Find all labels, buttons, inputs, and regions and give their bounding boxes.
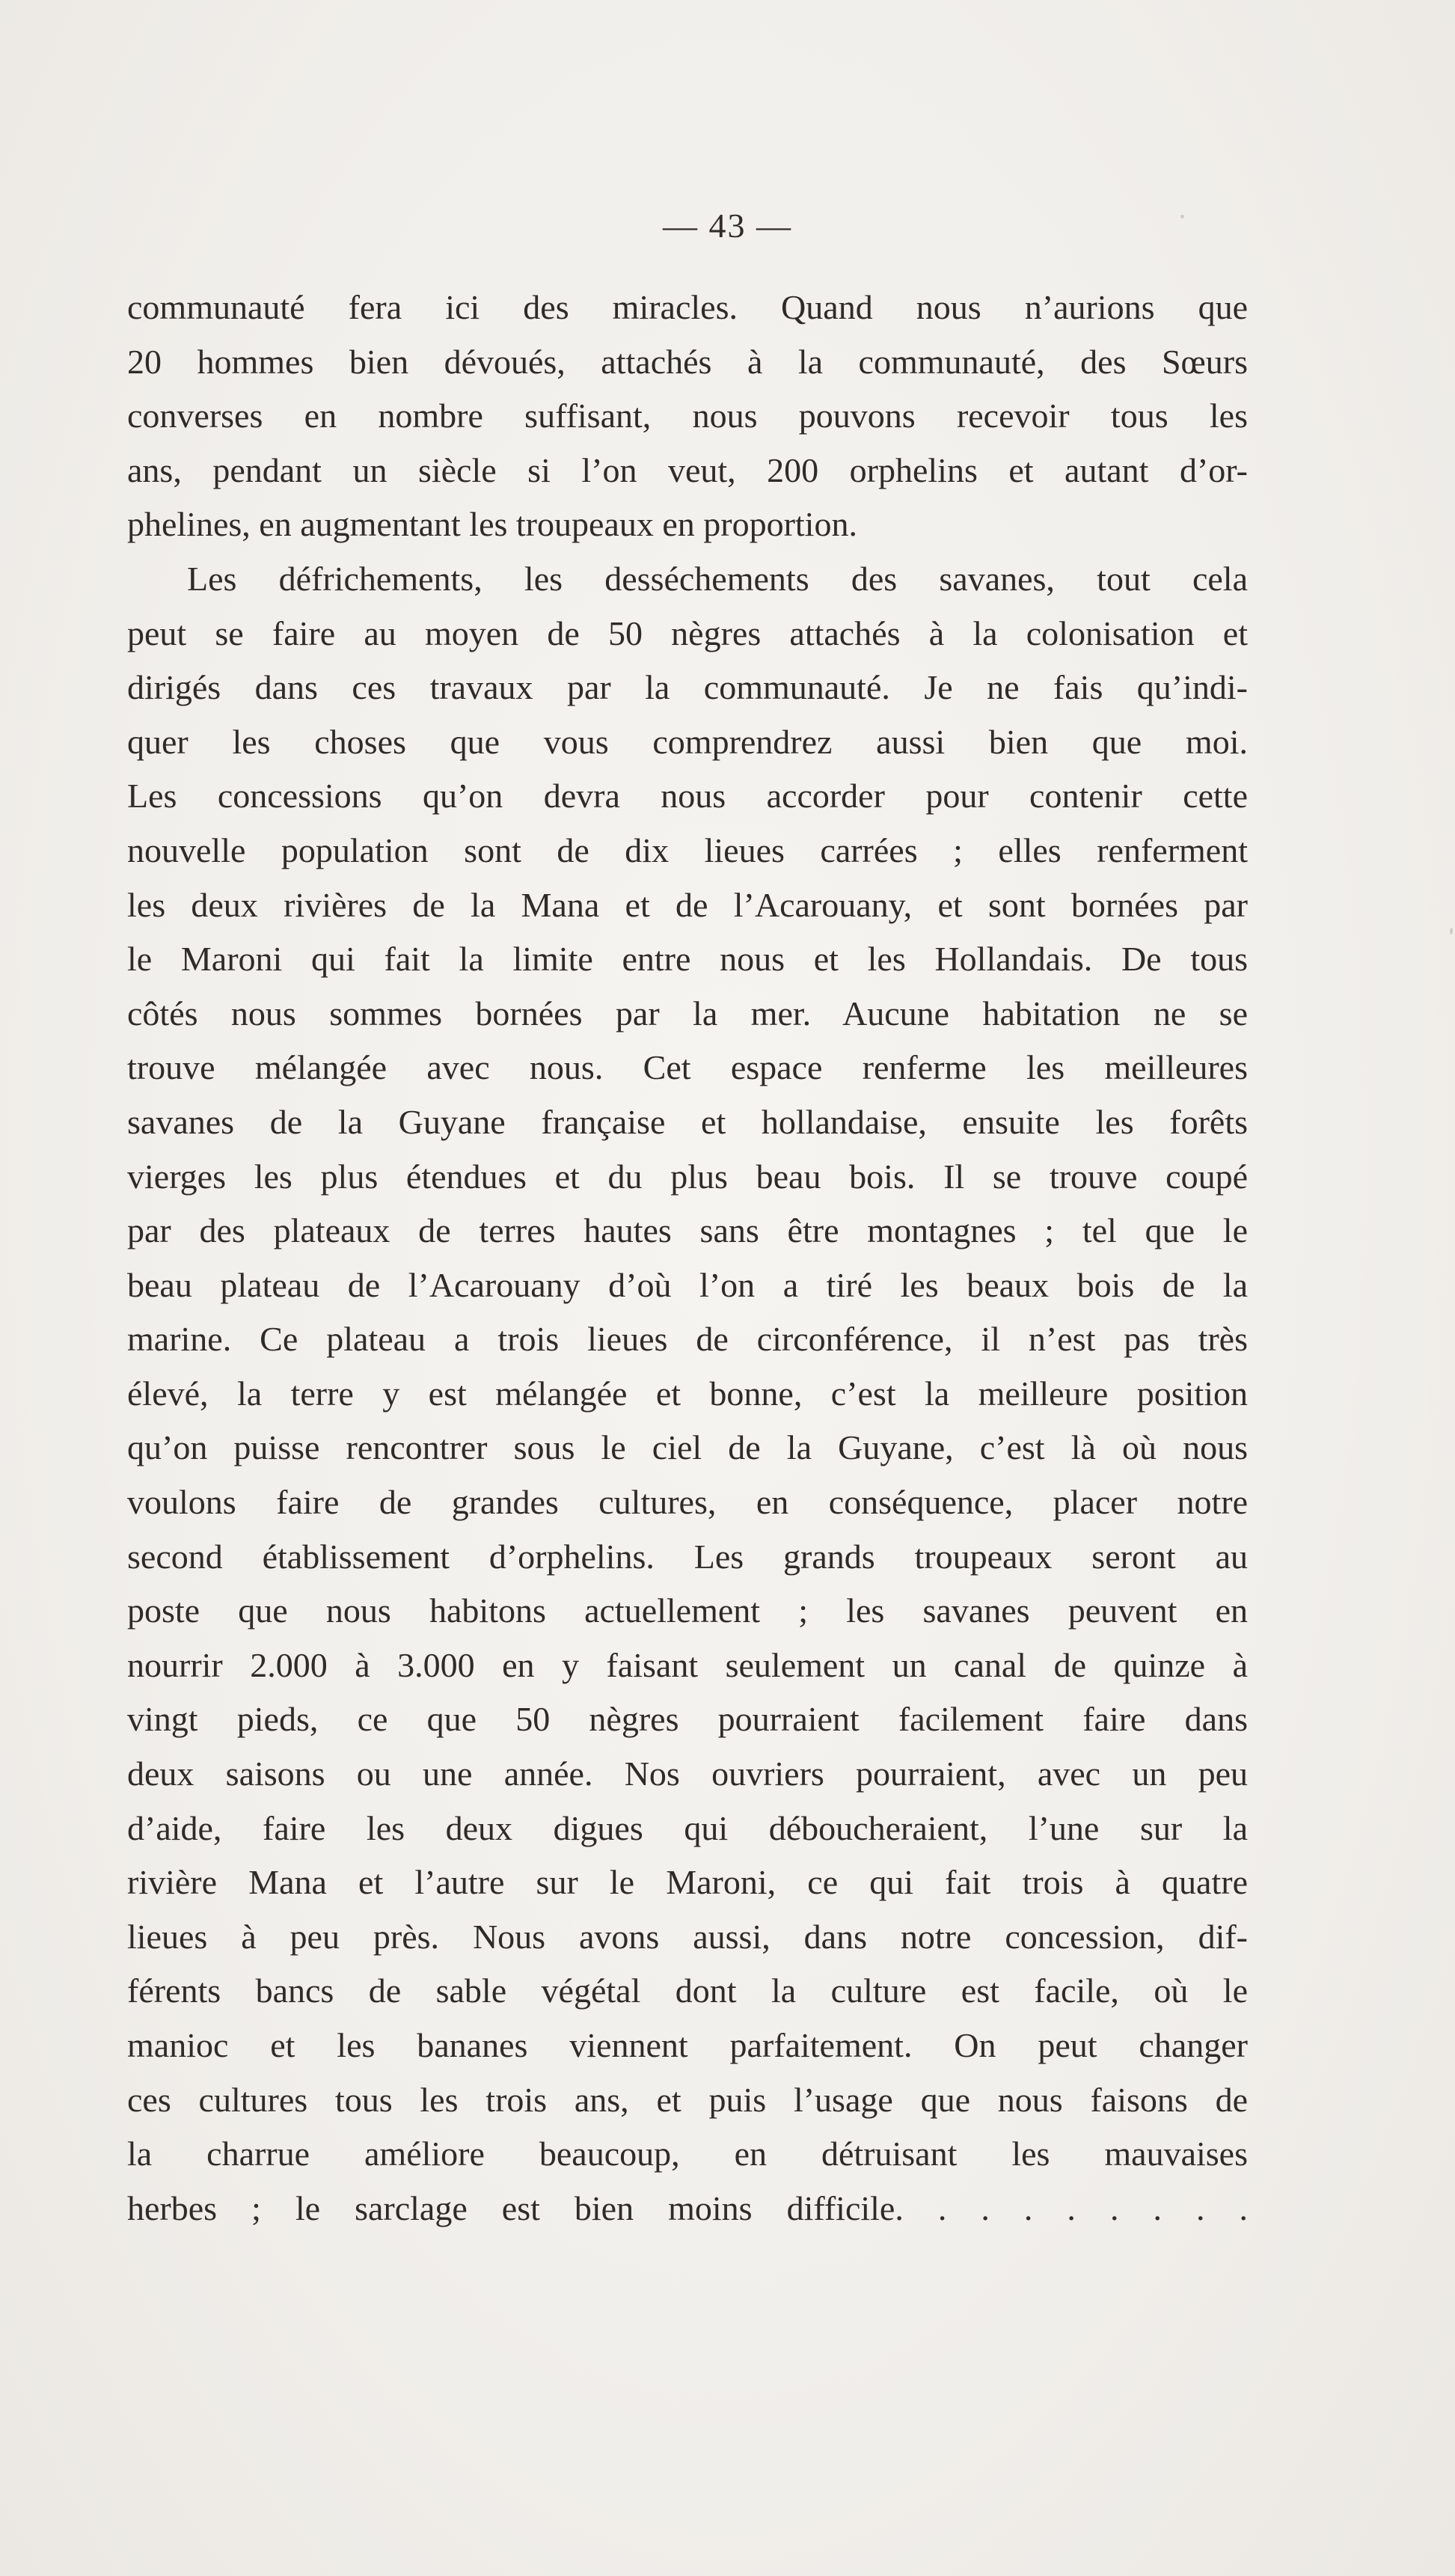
text-line: par des plateaux de terres hautes sans être montagnes ; tel que le <box>127 1211 1248 1250</box>
text-line: voulons faire de grandes cultures, en conséquence, placer notre <box>127 1483 1248 1522</box>
text-line: second établissement d’orphelins. Les grands troupeaux seront au <box>127 1537 1248 1576</box>
text-line: lieues à peu près. Nous avons aussi, dans notre concession, dif- <box>127 1917 1248 1956</box>
text-line: vierges les plus étendues et du plus beau bois. Il se trouve coupé <box>127 1157 1248 1196</box>
text-line: deux saisons ou une année. Nos ouvriers pourraient, avec un peu <box>127 1754 1248 1793</box>
text-line: dirigés dans ces travaux par la communauté. Je ne fais qu’indi- <box>127 668 1248 707</box>
text-line: les deux rivières de la Mana et de l’Acarouany, et sont bornées par <box>127 885 1248 924</box>
text-line: ans, pendant un siècle si l’on veut, 200 orphelins et autant d’or- <box>127 450 1248 489</box>
text-line: herbes ; le sarclage est bien moins difficile. . . . . . . . . <box>127 2188 1248 2227</box>
text-line: ces cultures tous les trois ans, et puis l’usage que nous faisons de <box>127 2080 1248 2119</box>
text-line: savanes de la Guyane française et hollandaise, ensuite les forêts <box>127 1102 1248 1141</box>
text-line: d’aide, faire les deux digues qui déboucheraient, l’une sur la <box>127 1808 1248 1847</box>
text-line: phelines, en augmentant les troupeaux en proportion. <box>127 505 857 544</box>
text-line: le Maroni qui fait la limite entre nous et les Hollandais. De tous <box>127 940 1248 979</box>
text-line: trouve mélangée avec nous. Cet espace renferme les meilleures <box>127 1048 1248 1087</box>
text-line: Les défrichements, les desséchements des savanes, tout cela <box>187 559 1248 598</box>
text-line: quer les choses que vous comprendrez aussi bien que moi. <box>127 722 1248 761</box>
text-line: férents bancs de sable végétal dont la culture est facile, où le <box>127 1971 1248 2010</box>
text-line: poste que nous habitons actuellement ; les savanes peuvent en <box>127 1591 1248 1630</box>
text-line: nouvelle population sont de dix lieues carrées ; elles renferment <box>127 830 1248 869</box>
paper-speck <box>1450 928 1453 934</box>
page-number: — 43 — <box>663 206 792 245</box>
body-text <box>127 281 1248 2236</box>
text-line: beau plateau de l’Acarouany d’où l’on a tiré les beaux bois de la <box>127 1265 1248 1304</box>
text-line: marine. Ce plateau a trois lieues de circonférence, il n’est pas très <box>127 1320 1248 1359</box>
text-line: peut se faire au moyen de 50 nègres attachés à la colonisation et <box>127 614 1248 652</box>
text-line: manioc et les bananes viennent parfaitement. On peut changer <box>127 2026 1248 2064</box>
text-line: qu’on puisse rencontrer sous le ciel de la Guyane, c’est là où nous <box>127 1428 1248 1467</box>
text-line: côtés nous sommes bornées par la mer. Aucune habitation ne se <box>127 994 1248 1032</box>
text-line: vingt pieds, ce que 50 nègres pourraient facilement faire dans <box>127 1700 1248 1739</box>
text-line: nourrir 2.000 à 3.000 en y faisant seulement un canal de quinze à <box>127 1645 1248 1684</box>
paper-speck <box>1180 215 1184 218</box>
text-line: élevé, la terre y est mélangée et bonne, c’est la meilleure position <box>127 1374 1248 1413</box>
text-line: Les concessions qu’on devra nous accorder pour contenir cette <box>127 777 1248 816</box>
text-line: 20 hommes bien dévoués, attachés à la communauté, des Sœurs <box>127 342 1248 381</box>
text-line: communauté fera ici des miracles. Quand nous n’aurions que <box>127 288 1248 326</box>
text-line: converses en nombre suffisant, nous pouvons recevoir tous les <box>127 397 1248 435</box>
text-line: la charrue améliore beaucoup, en détruisant les mauvaises <box>127 2135 1248 2173</box>
text-line: rivière Mana et l’autre sur le Maroni, ce qui fait trois à quatre <box>127 1863 1248 1902</box>
